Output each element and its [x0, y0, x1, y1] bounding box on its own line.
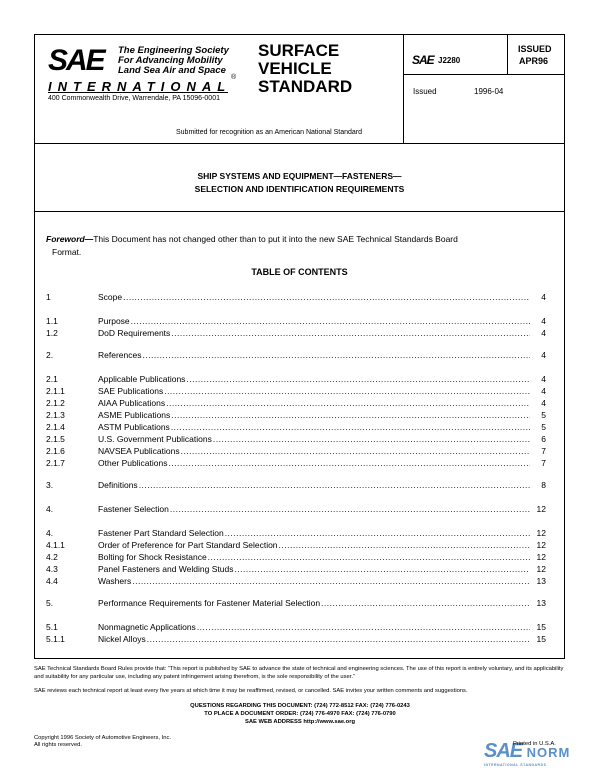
header-column-divider	[403, 34, 404, 143]
toc-entry-page: 6	[530, 433, 546, 445]
toc-entry-title: Nickel Alloys	[98, 634, 146, 644]
toc-entry-page: 4	[530, 315, 546, 327]
toc-entry	[46, 597, 546, 609]
toc-entry-title: Applicable Publications	[98, 374, 186, 384]
toc-entry	[46, 445, 546, 457]
foreword-lead: Foreword—	[46, 234, 94, 244]
toc-entry-page: 7	[530, 445, 546, 457]
toc-entry-title-leader	[98, 597, 530, 609]
toc-entry-page: 12	[530, 527, 546, 539]
toc-entry	[46, 397, 546, 409]
toc-entry	[46, 551, 546, 563]
foreword-text: This Document has not changed other than to put it into the new SAE Technical Standards Board	[93, 234, 458, 244]
logo-underline	[48, 92, 228, 93]
rights-reserved: All rights reserved.	[34, 742, 83, 748]
toc-entry-title-leader	[98, 433, 530, 445]
issued-box-date: APR96	[519, 56, 549, 66]
foreword-text-continued: Format.	[52, 247, 82, 257]
toc-entry-number: 3.	[46, 480, 54, 490]
toc-entry-page: 4	[530, 291, 546, 303]
toc-entry-number: 1.1	[46, 316, 58, 326]
toc-entry-number: 2.1.3	[46, 410, 65, 420]
toc-entry-page: 4	[530, 349, 546, 361]
toc-entry-title-leader	[98, 421, 530, 433]
toc-entry-page: 5	[530, 421, 546, 433]
toc-entry	[46, 539, 546, 551]
watermark-sub: INTERNATIONAL STANDARDS	[484, 763, 547, 767]
address: 400 Commonwealth Drive, Warrendale, PA 15096-0001	[48, 95, 220, 102]
toc-entry-page: 4	[530, 385, 546, 397]
toc-entry	[46, 457, 546, 469]
doc-type-line-2: VEHICLE	[258, 59, 332, 78]
toc-entry-number: 4.1.1	[46, 540, 65, 550]
docnum-divider	[403, 74, 565, 75]
toc-entry-number: 4.3	[46, 564, 58, 574]
sae-logo: SAE	[48, 44, 104, 77]
toc-entry	[46, 373, 546, 385]
toc-entry	[46, 327, 546, 339]
toc-entry-page: 4	[530, 373, 546, 385]
toc-entry-page: 4	[530, 327, 546, 339]
toc-entry	[46, 633, 546, 645]
doc-type-line-1: SURFACE	[258, 41, 340, 60]
toc-entry-title-leader	[98, 633, 530, 645]
toc-entry	[46, 527, 546, 539]
document-title-line-1: SHIP SYSTEMS AND EQUIPMENT—FASTENERS—	[197, 171, 402, 181]
toc-entry-title-leader	[98, 397, 530, 409]
toc-entry-page: 12	[530, 563, 546, 575]
toc-entry-number: 2.1.5	[46, 434, 65, 444]
toc-entry-title: AIAA Publications	[98, 398, 166, 408]
toc-entry-number: 5.1	[46, 622, 58, 632]
toc-entry-title: References	[98, 350, 142, 360]
toc-entry-number: 2.1.4	[46, 422, 65, 432]
ansi-submission-note: Submitted for recognition as an American National Standard	[176, 129, 362, 136]
toc-entry-title: Fastener Part Standard Selection	[98, 528, 224, 538]
toc-entry-title-leader	[98, 349, 530, 361]
toc-entry-title-leader	[98, 551, 530, 563]
toc-entry-title: Other Publications	[98, 458, 168, 468]
toc-entry-title: SAE Publications	[98, 386, 164, 396]
toc-entry-title: U.S. Government Publications	[98, 434, 212, 444]
toc-entry-title-leader	[98, 621, 530, 633]
issued-label: Issued	[413, 87, 437, 96]
toc-entry-page: 4	[530, 397, 546, 409]
toc-entry-title-leader	[98, 373, 530, 385]
sae-tagline	[118, 46, 229, 76]
copyright: Copyright 1996 Society of Automotive Engineers, Inc.	[34, 735, 171, 741]
toc-entry-number: 4.	[46, 504, 54, 514]
toc-entry-page: 7	[530, 457, 546, 469]
toc-entry-title: Definitions	[98, 480, 138, 490]
toc-entry-page: 15	[530, 621, 546, 633]
toc-entry	[46, 409, 546, 421]
printed-in: Printed in U.S.A.	[513, 741, 556, 747]
toc-heading: TABLE OF CONTENTS	[251, 267, 348, 277]
foreword	[46, 233, 546, 259]
toc-entry-number: 2.1.7	[46, 458, 65, 468]
toc-entry-title-leader	[98, 575, 530, 587]
registered-mark: ®	[231, 74, 237, 81]
issued-box-label: ISSUED	[518, 44, 552, 54]
toc-entry	[46, 291, 546, 303]
toc-entry	[46, 349, 546, 361]
title-divider	[34, 211, 565, 212]
tagline-line-3: Land Sea Air and Space	[118, 65, 226, 76]
toc-entry-title: Nonmagnetic Applications	[98, 622, 196, 632]
toc-entry-title-leader	[98, 539, 530, 551]
issued-box-divider	[507, 34, 508, 74]
toc-entry-number: 2.1.2	[46, 398, 65, 408]
toc-entry	[46, 433, 546, 445]
toc-entry-title-leader	[98, 409, 530, 421]
toc-entry-title-leader	[98, 479, 530, 491]
toc-entry-title: Panel Fasteners and Welding Studs	[98, 564, 234, 574]
toc-entry-title: ASTM Publications	[98, 422, 170, 432]
tagline-line-1: The Engineering Society	[118, 45, 229, 56]
toc-entry-title-leader	[98, 527, 530, 539]
toc-entry-page: 12	[530, 503, 546, 515]
toc-entry-title-leader	[98, 315, 530, 327]
toc-entry-title: Washers	[98, 576, 132, 586]
contact-web: SAE WEB ADDRESS http://www.sae.org	[244, 719, 356, 725]
international-wordmark: INTERNATIONAL	[48, 79, 232, 94]
toc-entry-number: 4.2	[46, 552, 58, 562]
toc-entry-number: 2.1	[46, 374, 58, 384]
toc-entry-title: DoD Requirements	[98, 328, 171, 338]
toc-entry-number: 4.4	[46, 576, 58, 586]
toc-entry	[46, 385, 546, 397]
toc-entry-title: Scope	[98, 292, 123, 302]
document-type	[258, 42, 352, 96]
toc-entry-number: 5.1.1	[46, 634, 65, 644]
toc-entry	[46, 315, 546, 327]
toc-entry-title-leader	[98, 445, 530, 457]
toc-entry-page: 12	[530, 539, 546, 551]
toc-entry-number: 1.2	[46, 328, 58, 338]
toc-entry-number: 2.	[46, 350, 54, 360]
toc-entry	[46, 563, 546, 575]
toc-entry-number: 4.	[46, 528, 54, 538]
document-number: J2280	[438, 56, 461, 65]
toc-entry	[46, 621, 546, 633]
toc-entry-title-leader	[98, 385, 530, 397]
toc-entry-page: 5	[530, 409, 546, 421]
document-title-line-2: SELECTION AND IDENTIFICATION REQUIREMENTS	[194, 184, 405, 194]
toc-entry	[46, 575, 546, 587]
contact-questions: QUESTIONS REGARDING THIS DOCUMENT: (724) 772-8512 FAX: (724) 776-0243	[190, 703, 410, 709]
toc-entry-title: Fastener Selection	[98, 504, 169, 514]
toc-entry-title: ASME Publications	[98, 410, 171, 420]
toc-entry-title: Performance Requirements for Fastener Material Selection	[98, 598, 321, 608]
sae-small-logo: SAE	[412, 53, 434, 67]
toc-entry-title-leader	[98, 457, 530, 469]
toc-entry-title: Purpose	[98, 316, 130, 326]
toc-entry-page: 12	[530, 551, 546, 563]
toc-entry-page: 13	[530, 575, 546, 587]
toc-entry	[46, 479, 546, 491]
watermark-norm: NORM	[526, 745, 571, 760]
toc-entry-title: Bolting for Shock Resistance	[98, 552, 207, 562]
tagline-line-2: For Advancing Mobility	[118, 55, 223, 66]
toc-entry-title: NAVSEA Publications	[98, 446, 180, 456]
header-divider	[34, 143, 565, 144]
watermark-sae: SAE	[484, 740, 523, 762]
toc-entry	[46, 421, 546, 433]
toc-entry-title-leader	[98, 327, 530, 339]
doc-type-line-3: STANDARD	[258, 77, 353, 96]
toc-entry-number: 2.1.1	[46, 386, 65, 396]
toc-entry-number: 2.1.6	[46, 446, 65, 456]
toc-entry-title-leader	[98, 563, 530, 575]
toc-entry	[46, 503, 546, 515]
standards-board-rules: SAE Technical Standards Board Rules provide that: “This report is published by SAE to advance the state of technical and engineering sciences. The use of this report is entirely voluntary, and its applicability and suitability for any particular use, including any patent infringement arising therefrom, is the sole responsibility of the user.”	[34, 666, 564, 680]
toc-entry-number: 5.	[46, 598, 54, 608]
contact-orders: TO PLACE A DOCUMENT ORDER: (724) 776-4970 FAX: (724) 776-0790	[204, 711, 396, 717]
toc-entry-title-leader	[98, 503, 530, 515]
issued-date: 1996-04	[474, 87, 504, 96]
toc-entry-page: 15	[530, 633, 546, 645]
toc-entry-title: Order of Preference for Part Standard Selection	[98, 540, 278, 550]
toc-entry-page: 8	[530, 479, 546, 491]
toc-entry-title-leader	[98, 291, 530, 303]
toc-entry-page: 13	[530, 597, 546, 609]
toc-entry-number: 1	[46, 292, 51, 302]
review-statement: SAE reviews each technical report at least every five years at which time it may be reaffirmed, revised, or cancelled. SAE invites your written comments and suggestions.	[34, 688, 468, 694]
